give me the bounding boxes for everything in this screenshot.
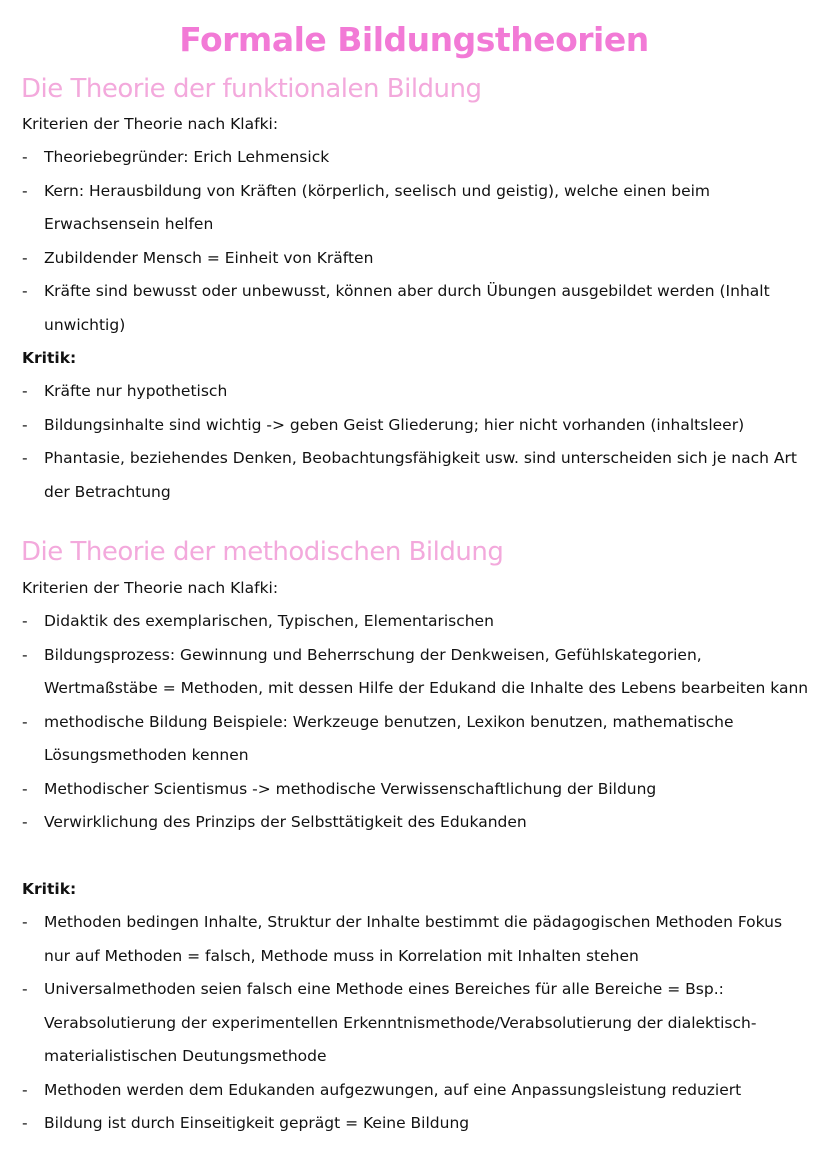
criteria-label-functional: Kriterien der Theorie nach Klafki:	[22, 115, 279, 133]
criteria-list-methodical	[22, 605, 810, 840]
list-item: - Methoden bedingen Inhalte, Struktur der Inhalte bestimmt die pädagogischen Methoden Fokus nur auf Methoden = falsch, Methode muss in Korrelation mit Inhalten stehen	[22, 906, 810, 973]
list-item: - Bildungsinhalte sind wichtig -> geben Geist Gliederung; hier nicht vorhanden (inhaltsleer)	[22, 409, 810, 443]
critique-label-functional: Kritik:	[22, 349, 77, 367]
list-item: - Verwirklichung des Prinzips der Selbsttätigkeit des Edukanden	[22, 806, 810, 840]
critique-label-methodical: Kritik:	[22, 880, 77, 898]
list-item: - Zubildender Mensch = Einheit von Kräften	[22, 242, 810, 276]
list-item: - Universalmethoden seien falsch eine Methode eines Bereiches für alle Bereiche = Bsp.: Verabsolutierung der experimentellen Erkenntnismethode/Verabsolutierung der dialektisch-materialistischen Deutungsmethode	[22, 973, 810, 1074]
critique-list-methodical	[22, 906, 810, 1141]
list-item: - Methodischer Scientismus -> methodische Verwissenschaftlichung der Bildung	[22, 773, 810, 807]
list-item: - Theoriebegründer: Erich Lehmensick	[22, 141, 810, 175]
criteria-list-functional	[22, 141, 810, 342]
page-title: Formale Bildungstheorien	[179, 20, 649, 59]
list-item: - Kern: Herausbildung von Kräften (körperlich, seelisch und geistig), welche einen beim Erwachsensein helfen	[22, 175, 810, 242]
list-item: - Didaktik des exemplarischen, Typischen, Elementarischen	[22, 605, 810, 639]
list-item: - Kräfte nur hypothetisch	[22, 375, 810, 409]
list-item: - Methoden werden dem Edukanden aufgezwungen, auf eine Anpassungsleistung reduziert	[22, 1074, 810, 1108]
section-heading-functional: Die Theorie der funktionalen Bildung	[21, 74, 482, 104]
section-heading-methodical: Die Theorie der methodischen Bildung	[21, 537, 504, 567]
list-item: - Phantasie, beziehendes Denken, Beobachtungsfähigkeit usw. sind unterscheiden sich je nach Art der Betrachtung	[22, 442, 810, 509]
critique-list-functional	[22, 375, 810, 509]
list-item: - Bildung ist durch Einseitigkeit geprägt = Keine Bildung	[22, 1107, 810, 1141]
criteria-label-methodical: Kriterien der Theorie nach Klafki:	[22, 579, 279, 597]
list-item: - Kräfte sind bewusst oder unbewusst, können aber durch Übungen ausgebildet werden (Inhalt unwichtig)	[22, 275, 810, 342]
list-item: - Bildungsprozess: Gewinnung und Beherrschung der Denkweisen, Gefühlskategorien, Wertmaßstäbe = Methoden, mit dessen Hilfe der Edukand die Inhalte des Lebens bearbeiten kann	[22, 639, 810, 706]
list-item: - methodische Bildung Beispiele: Werkzeuge benutzen, Lexikon benutzen, mathematische Lösungsmethoden kennen	[22, 706, 810, 773]
